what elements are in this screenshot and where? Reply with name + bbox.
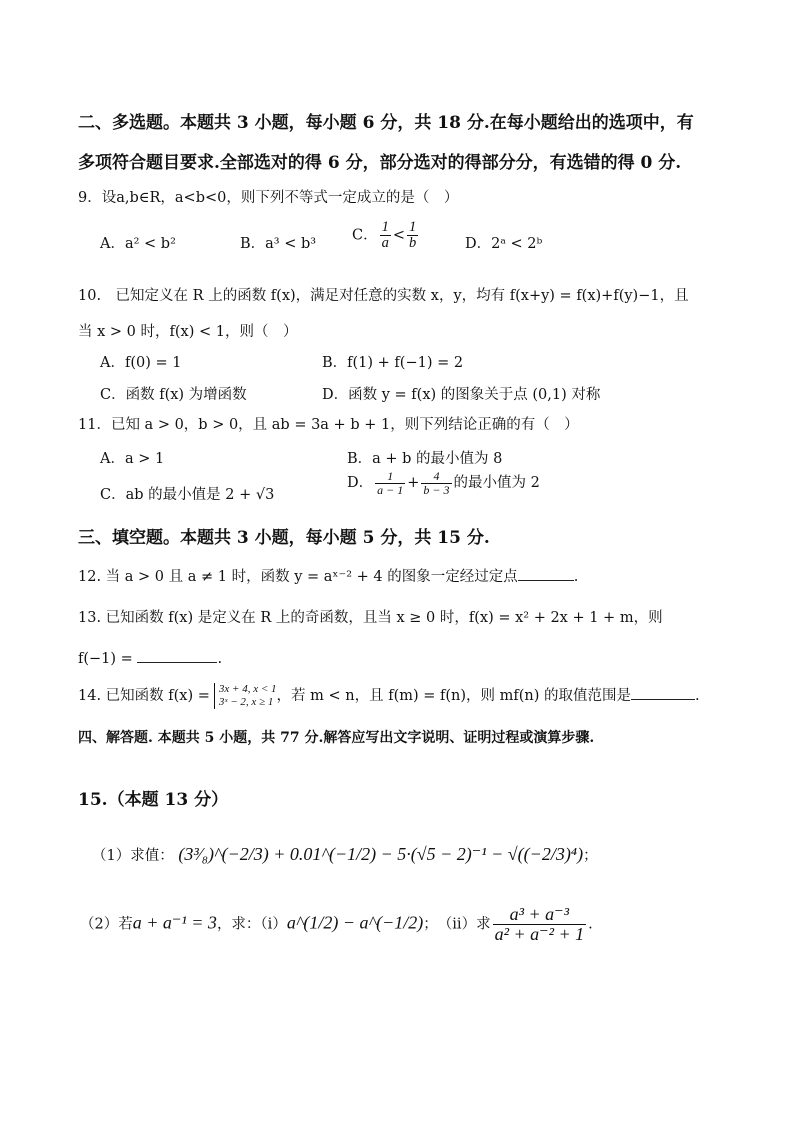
q15-part1-expression: (3³⁄₈)^(−2/3) + 0.01^(−1/2) − 5·(√5 − 2)⁻¹ − √((−2/3)⁴) — [178, 844, 584, 864]
q14-piecewise — [214, 683, 277, 709]
q13-answer-blank[interactable] — [137, 648, 217, 663]
q11-d-frac2 — [421, 470, 451, 496]
q11-d-den1: a − 1 — [377, 482, 404, 497]
q15-part2-tail: . — [588, 916, 593, 933]
q15-part2-ask: ，求：（i） — [216, 916, 287, 933]
q11-option-b: B．a + b 的最小值为 8 — [347, 451, 503, 467]
q9-c-right-num: 1 — [409, 219, 417, 235]
q11-option-d — [347, 470, 540, 496]
q14-case2: 3ˣ − 2, x ≥ 1 — [218, 696, 274, 708]
q15-part2 — [80, 905, 593, 944]
q15-part1-tail: ； — [583, 848, 598, 864]
q12-answer-blank[interactable] — [518, 566, 574, 581]
q14-head: 14. 已知函数 f(x) = — [78, 688, 210, 704]
q15-part2-ii-fraction — [493, 905, 587, 944]
q9-c-right-frac — [407, 220, 418, 251]
q9-c-right-den: b — [409, 235, 417, 252]
q11-d-num1: 1 — [375, 470, 405, 484]
q10-stem-line2: 当 x > 0 时，f(x) < 1，则（ ） — [78, 324, 298, 340]
q11-d-num2: 4 — [421, 470, 451, 484]
q10-option-c: C．函数 f(x) 为增函数 — [100, 387, 247, 403]
q9-option-b: B．a³ < b³ — [240, 236, 317, 252]
q11-d-plus: + — [407, 475, 420, 492]
q11-option-a: A．a > 1 — [100, 451, 165, 467]
q13-tail: . — [217, 651, 223, 667]
q15-part2-ii-num: a³ + a⁻³ — [493, 905, 587, 925]
q11-d-tail: 的最小值为 2 — [453, 475, 540, 492]
section4-title: 四、解答题. 本题共 5 小题，共 77 分.解答应写出文字说明、证明过程或演算步骤. — [78, 730, 595, 746]
q9-c-op: < — [392, 227, 406, 244]
q9-option-d: D．2ᵃ < 2ᵇ — [465, 236, 543, 252]
q11-stem: 11．已知 a > 0，b > 0，且 ab = 3a + b + 1，则下列结论正确的有（ ） — [78, 417, 579, 433]
q15-part2-label: （2）若 — [80, 916, 133, 933]
q12-text: 12. 当 a > 0 且 a ≠ 1 时，函数 y = aˣ⁻² + 4 的图象一定经过定点 — [78, 569, 518, 585]
q11-d-label: D． — [347, 475, 374, 492]
q11-option-c: C．ab 的最小值是 2 + √3 — [100, 487, 275, 503]
q15-part1-label: （1）求值： — [92, 848, 174, 864]
q13-head: f(−1) = — [78, 651, 133, 667]
q9-option-c — [352, 220, 420, 251]
q9-c-left-num: 1 — [381, 219, 389, 235]
q10-option-a: A．f(0) = 1 — [100, 355, 182, 371]
q10-option-d: D．函数 y = f(x) 的图象关于点 (0,1) 对称 — [322, 387, 601, 403]
q10-option-b: B．f(1) + f(−1) = 2 — [322, 355, 464, 371]
section2-line2: 多项符合题目要求.全部选对的得 6 分，部分选对的得部分分，有选错的得 0 分. — [78, 153, 682, 173]
q15-part2-sep: ； （ii）求 — [423, 916, 491, 933]
q9-option-c-label: C． — [352, 227, 378, 244]
q15-title: 15.（本题 13 分） — [78, 790, 229, 810]
q11-d-den2: b − 3 — [423, 482, 450, 497]
q15-part2-i-expression: a^(1/2) − a^(−1/2) — [286, 912, 424, 933]
q14-tail: . — [695, 688, 700, 704]
section2-line1: 二、多选题。本题共 3 小题，每小题 6 分，共 18 分.在每小题给出的选项中，有 — [78, 113, 694, 133]
q12-tail: . — [573, 569, 579, 585]
q14-answer-blank[interactable] — [631, 685, 695, 700]
q10-stem-line1: 10. 已知定义在 R 上的函数 f(x)，满足对任意的实数 x，y，均有 f(x+y) = f(x)+f(y)−1，且 — [78, 288, 689, 304]
section3-title: 三、填空题。本题共 3 小题，每小题 5 分，共 15 分. — [78, 528, 490, 548]
q12-stem — [78, 565, 578, 586]
q15-part1 — [92, 844, 598, 865]
q9-c-left-frac — [380, 220, 391, 251]
q13-stem-line2 — [78, 648, 222, 667]
q15-part2-condition: a + a⁻¹ = 3 — [132, 912, 217, 933]
q9-stem: 9．设a,b∈R，a<b<0，则下列不等式一定成立的是（ ） — [78, 190, 459, 206]
q9-option-a: A．a² < b² — [100, 236, 176, 252]
q15-part2-ii-den: a² + a⁻² + 1 — [494, 923, 585, 944]
q13-stem-line1: 13. 已知函数 f(x) 是定义在 R 上的奇函数，且当 x ≥ 0 时，f(x) = x² + 2x + 1 + m，则 — [78, 610, 663, 626]
q9-c-left-den: a — [381, 235, 389, 252]
q14-mid: ，若 m < n，且 f(m) = f(n)，则 mf(n) 的取值范围是 — [276, 688, 632, 704]
q11-d-frac1 — [375, 470, 405, 496]
q14-stem — [78, 683, 700, 709]
q14-case1: 3x + 4, x < 1 — [218, 683, 277, 695]
